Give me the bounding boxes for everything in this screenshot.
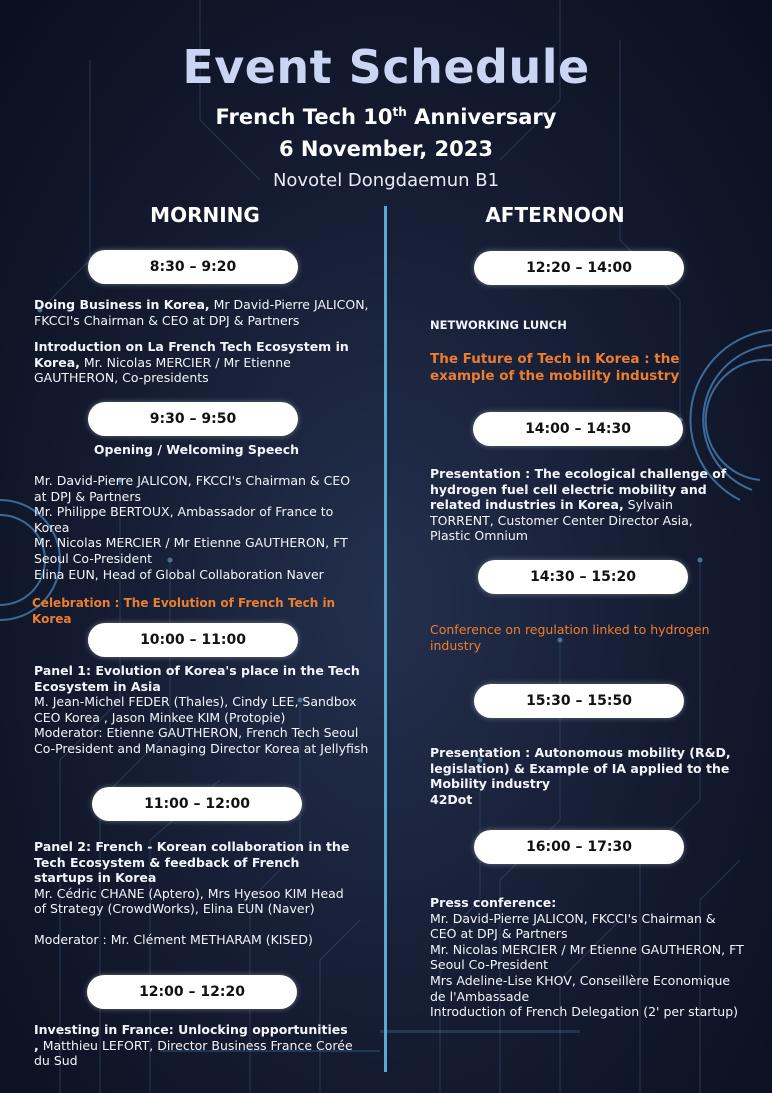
column-divider (384, 206, 387, 1072)
morning-heading: MORNING (150, 203, 260, 227)
time-pill-1400: 14:00 – 14:30 (473, 412, 683, 446)
panel2-moderator: Moderator : Mr. Clément METHARAM (KISED) (34, 931, 313, 947)
page-title: Event Schedule (182, 40, 590, 94)
item-speakers: Mr David-Pierre JALICON, FKCCI's Chairman & CEO at DPJ & Partners (34, 297, 369, 328)
subtitle-tail: Anniversary (406, 105, 557, 129)
subtitle-superscript: th (392, 105, 407, 119)
investing-speaker: Matthieu LEFORT, Director Business France Corée du Sud (34, 1037, 353, 1069)
autonomous-mobility-block (430, 745, 735, 807)
time-pill-1220: 12:20 – 14:00 (474, 251, 684, 285)
header (0, 40, 772, 193)
item-title: Doing Business in Korea, (34, 297, 210, 312)
event-venue: Novotel Dongdaemun B1 (272, 170, 500, 191)
time-pill-1100: 11:00 – 12:00 (92, 787, 302, 821)
subtitle-main: French Tech 10 (215, 105, 393, 129)
item-title: Introduction on La French Tech Ecosystem in Korea, (34, 339, 349, 370)
press-conference-title: Press conference: (430, 895, 557, 910)
celebration-title: Celebration : The Evolution of French Tech in Korea (32, 596, 336, 626)
press-speaker-line: Mr. David-Pierre JALICON, FKCCI's Chairman & CEO at DPJ & Partners (430, 910, 716, 942)
future-of-tech-title: The Future of Tech in Korea : the example of the mobility industry (430, 351, 680, 384)
networking-lunch: NETWORKING LUNCH (430, 318, 567, 332)
investing-france-block (34, 1022, 354, 1069)
panel1-title: Panel 1: Evolution of Korea's place in the Tech Ecosystem in Asia (34, 663, 360, 694)
autonomous-title: Presentation : Autonomous mobility (R&D, legislation) & Example of IA applied to the Mobility industry (430, 745, 731, 792)
panel1-speakers: M. Jean-Michel FEDER (Thales), Cindy LEE, Sandbox CEO Korea , Jason Minkee KIM (Protopie) (34, 694, 357, 725)
investing-title: Investing in France: Unlocking opportunities , (34, 1022, 348, 1053)
morning-doing-business (34, 297, 369, 328)
speaker-line: Mr. Nicolas MERCIER / Mr Etienne GAUTHERON, FT Seoul Co-President (34, 535, 348, 566)
speaker-line: Elina EUN, Head of Global Collaboration Naver (34, 566, 324, 582)
autonomous-company: 42Dot (430, 791, 473, 807)
item-speakers: Mr. Nicolas MERCIER / Mr Etienne GAUTHERON, Co-presidents (34, 354, 291, 386)
panel1-block (34, 663, 369, 757)
time-pill-0830: 8:30 – 9:20 (88, 250, 298, 284)
event-date: 6 November, 2023 (278, 137, 494, 161)
time-pill-1530: 15:30 – 15:50 (474, 684, 684, 718)
press-speaker-line: Mrs Adeline-Lise KHOV, Conseillère Economique de l'Ambassade (430, 972, 731, 1004)
press-conference-block (430, 895, 745, 1020)
morning-intro-french-tech (34, 339, 369, 386)
panel2-block (34, 839, 354, 948)
time-pill-1430: 14:30 – 15:20 (478, 560, 688, 594)
time-pill-1000: 10:00 – 11:00 (88, 623, 298, 657)
time-pill-0930: 9:30 – 9:50 (88, 402, 298, 436)
regulation-conference: Conference on regulation linked to hydrogen industry (430, 622, 710, 653)
time-pill-1200: 12:00 – 12:20 (87, 975, 297, 1009)
press-speaker-line: Mr. Nicolas MERCIER / Mr Etienne GAUTHERON, FT Seoul Co-President (430, 941, 744, 973)
time-pill-1600: 16:00 – 17:30 (474, 830, 684, 864)
panel1-moderator: Moderator: Etienne GAUTHERON, French Tech Seoul Co-President and Managing Director Korea at Jellyfish (34, 725, 369, 756)
speaker-line: Mr. David-Pierre JALICON, FKCCI's Chairman & CEO at DPJ & Partners (34, 473, 351, 504)
press-speaker-line: Introduction of French Delegation (2' per startup) (430, 1004, 739, 1020)
speaker-line: Mr. Philippe BERTOUX, Ambassador of France to Korea (34, 504, 334, 535)
afternoon-heading: AFTERNOON (485, 203, 625, 227)
opening-speech-heading: Opening / Welcoming Speech (93, 442, 300, 457)
hydrogen-presentation (430, 466, 735, 544)
event-subtitle (0, 98, 772, 131)
panel2-speakers: Mr. Cédric CHANE (Aptero), Mrs Hyesoo KIM Head of Strategy (CrowdWorks), Elina EUN (Naver) (34, 885, 344, 917)
opening-speakers (34, 473, 354, 582)
hydrogen-title: Presentation : The ecological challenge of hydrogen fuel cell electric mobility and related industries in Korea, (430, 466, 727, 513)
hydrogen-speaker: Sylvain TORRENT, Customer Center Director Asia, Plastic Omnium (430, 497, 693, 544)
panel2-title: Panel 2: French - Korean collaboration in the Tech Ecosystem & feedback of French startups in Korea (34, 839, 350, 886)
